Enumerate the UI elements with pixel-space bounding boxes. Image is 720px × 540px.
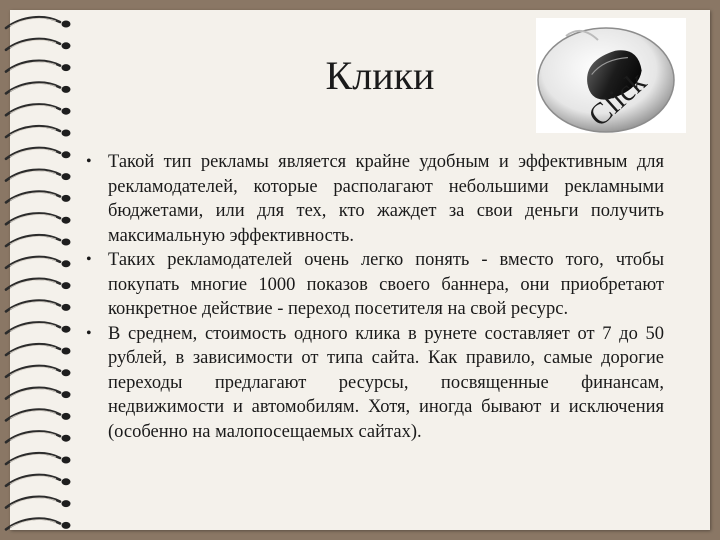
bullet-marker: • <box>86 251 92 268</box>
mouse-click-icon <box>536 18 686 133</box>
bullet-marker: • <box>86 324 92 342</box>
binding-hole <box>62 457 71 464</box>
binding-hole <box>62 304 71 311</box>
binding-hole <box>62 391 71 398</box>
list-item <box>86 322 664 445</box>
binding-hole <box>62 108 71 115</box>
spiral-binding-icon <box>0 0 90 540</box>
binding-hole <box>62 86 71 93</box>
bullet-list <box>86 150 664 444</box>
bullet-text: Такой тип рекламы является крайне удобным и эффективным для рекламодателей, которые располагают небольшими рекламными бюджетами, или для тех, кто жаждет за свои деньги получить максимальную эффективность. <box>108 152 664 246</box>
bullet-text: В среднем, стоимость одного клика в рунете составляет от 7 до 50 рублей, в зависимости от типа сайта. Как правило, самые дорогие переходы предлагают ресурсы, посвященные финансам, недвижимости и автомобилям. Хотя, иногда бывают и исключения (особенно на малопосещаемых сайтах). <box>108 323 664 442</box>
binding-hole <box>62 217 71 224</box>
binding-hole <box>62 42 71 49</box>
binding-hole <box>62 435 71 442</box>
binding-hole <box>62 326 71 333</box>
bullet-marker: • <box>86 153 92 170</box>
binding-hole <box>62 522 71 529</box>
binding-hole <box>62 64 71 71</box>
list-item <box>86 248 664 322</box>
binding-hole <box>62 413 71 420</box>
bullet-text: Таких рекламодателей очень легко понять - вместо того, чтобы покупать многие 1000 показов своего баннера, они приобретают конкретное действие - переход посетителя на свой ресурс. <box>108 250 664 319</box>
binding-hole <box>62 500 71 507</box>
binding-hole <box>62 239 71 246</box>
list-item <box>86 150 664 248</box>
click-logo-text: Click <box>582 65 653 133</box>
binding-hole <box>62 21 71 28</box>
binding-hole <box>62 282 71 289</box>
binding-hole <box>62 260 71 267</box>
binding-hole <box>62 195 71 202</box>
binding-hole <box>62 478 71 485</box>
slide-title: Клики <box>325 53 435 98</box>
binding-hole <box>62 348 71 355</box>
binding-hole <box>62 130 71 137</box>
binding-hole <box>62 151 71 158</box>
binding-hole <box>62 369 71 376</box>
binding-hole <box>62 173 71 180</box>
